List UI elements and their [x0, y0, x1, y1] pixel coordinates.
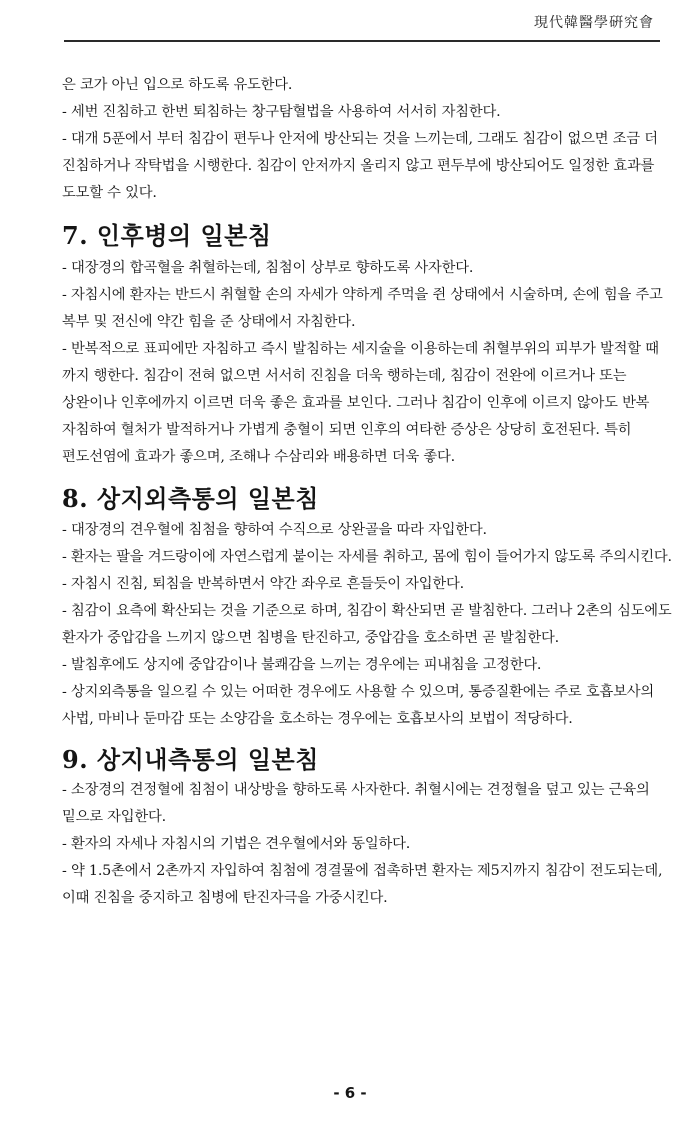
document-body	[62, 72, 672, 912]
header-title: 現代韓醫學硏究會	[534, 15, 654, 31]
paragraph: - 대개 5푼에서 부터 침감이 편두나 안저에 방산되는 것을 느끼는데, 그래도 침감이 없으면 조금 더 진침하거나 작탁법을 시행한다. 침감이 안저까지 올리지 않고 편두부에 방산되어도 일정한 효과를 도모할 수 있다.	[62, 131, 658, 201]
paragraph: - 상지외측통을 일으킬 수 있는 어떠한 경우에도 사용할 수 있으며, 통증질환에는 주로 호흡보사의 사법, 마비나 둔마감 또는 소양감을 호소하는 경우에는 호흡보사의 보법이 적당하다.	[62, 684, 654, 727]
section-heading-9: 9. 상지내측통의 일본침	[62, 745, 319, 774]
paragraph: - 환자의 자세나 자침시의 기법은 견우혈에서와 동일하다.	[62, 836, 411, 852]
paragraph: - 대장경의 견우혈에 침첨을 향하여 수직으로 상완골을 따라 자입한다.	[62, 522, 487, 538]
paragraph: - 침감이 요측에 확산되는 것을 기준으로 하며, 침감이 확산되면 곧 발침한다. 그러나 2촌의 심도에도 환자가 중압감을 느끼지 않으면 침병을 탄진하고, 중압감을 호소하면 곧 발침한다.	[62, 603, 672, 646]
header-rule	[64, 40, 660, 42]
paragraph: - 발침후에도 상지에 중압감이나 불쾌감을 느끼는 경우에는 피내침을 고정한다.	[62, 657, 542, 673]
paragraph: - 대장경의 합곡혈을 취혈하는데, 침첨이 상부로 향하도록 사자한다.	[62, 260, 474, 276]
paragraph: - 소장경의 견정혈에 침첨이 내상방을 향하도록 사자한다. 취혈시에는 견정혈을 덮고 있는 근육의 밑으로 자입한다.	[62, 782, 650, 825]
section-heading-7: 7. 인후병의 일본침	[62, 221, 272, 250]
section-heading-8: 8. 상지외측통의 일본침	[62, 484, 319, 513]
page-number: - 6 -	[333, 1084, 367, 1102]
paragraph: - 반복적으로 표피에만 자침하고 즉시 발침하는 세지술을 이용하는데 취혈부위의 피부가 발적할 때 까지 행한다. 침감이 전혀 없으면 서서히 진침을 더욱 행하는데, 침감이 전완에 이르거나 또는 상완이나 인후에까지 이르면 더욱 좋은 효과를 보인다. 그러나 침감이 인후에 이르지 않아도 반복 자침하여 혈처가 발적하거나 가볍게 충혈이 되면 인후의 여타한 증상은 상당히 호전된다. 특히 편도선염에 효과가 좋으며, 조해나 수삼리와 배용하면 더욱 좋다.	[62, 341, 659, 465]
paragraph: - 세번 진침하고 한번 퇴침하는 창구탐혈법을 사용하여 서서히 자침한다.	[62, 104, 501, 120]
paragraph: - 자침시 진침, 퇴침을 반복하면서 약간 좌우로 흔들듯이 자입한다.	[62, 576, 464, 592]
paragraph: - 약 1.5촌에서 2촌까지 자입하여 침첨에 경결물에 접촉하면 환자는 제5지까지 침감이 전도되는데, 이때 진침을 중지하고 침병에 탄진자극을 가중시킨다.	[62, 863, 663, 906]
paragraph: - 자침시에 환자는 반드시 취혈할 손의 자세가 약하게 주먹을 쥔 상태에서 시술하며, 손에 힘을 주고 복부 및 전신에 약간 힘을 준 상태에서 자침한다.	[62, 287, 663, 330]
paragraph: 은 코가 아닌 입으로 하도록 유도한다.	[62, 77, 293, 93]
paragraph: - 환자는 팔을 겨드랑이에 자연스럽게 붙이는 자세를 취하고, 몸에 힘이 들어가지 않도록 주의시킨다.	[62, 549, 672, 565]
